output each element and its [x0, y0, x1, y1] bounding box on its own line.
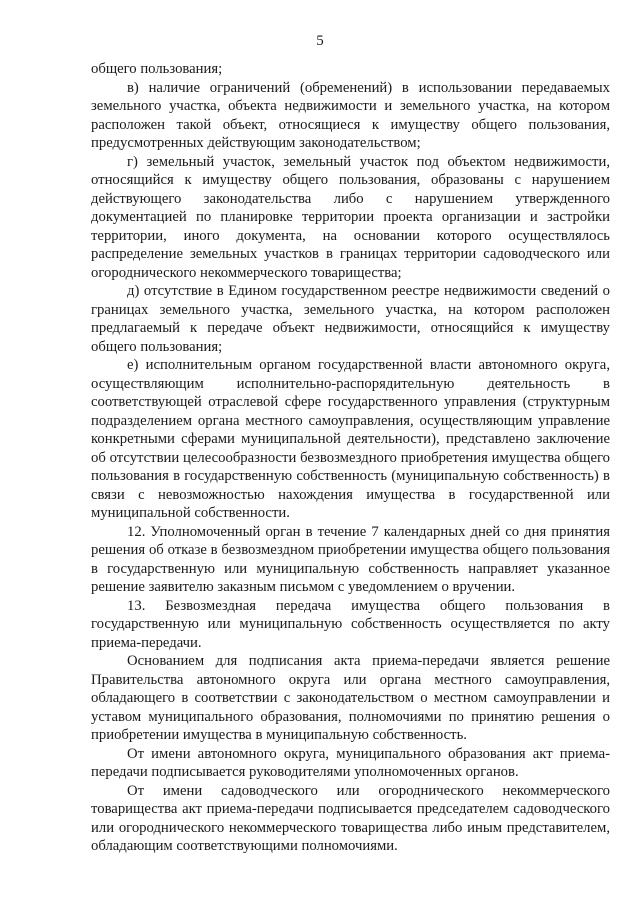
paragraph-signing-authority: От имени автономного округа, муниципального образования акт приема-передачи подписывается руководителями уполномоченных органов.: [91, 745, 610, 780]
paragraph-continuation: общего пользования;: [91, 61, 223, 77]
paragraph-clause-13: 13. Безвозмездная передача имущества общего пользования в государственную или муниципальную собственность осуществляется по акту приема-передачи.: [91, 597, 610, 651]
paragraph-item-e: е) исполнительным органом государственной власти автономного округа, осуществляющим исполнительно-распорядительную деятельность в соответствующей отраслевой сфере государственного управления (структурным подразделением органа местного самоуправления, осуществляющим управление конкретными сферами муниципальной деятельности), представлено заключение об отсутствии целесообразности безвозмездного приобретения имущества общего пользования в государственную собственность (муниципальную собственность) в связи с невозможностью нахождения имущества в государственной или муниципальной собственности.: [91, 357, 610, 521]
paragraph-basis: Основанием для подписания акта приема-передачи является решение Правительства автономного округа или органа местного самоуправления, обладающего в соответствии с законодательством о местном самоуправлении и уставом муниципального образования, полномочиями по принятию решения о приобретении имущества в муниципальную собственность.: [91, 653, 610, 743]
paragraph-signing-partnership: От имени садоводческого или огороднического некоммерческого товарищества акт приема-передачи подписывается председателем садоводческого или огороднического некоммерческого товарищества либо иным представителем, обладающим соответствующими полномочиями.: [91, 782, 610, 854]
paragraph-item-d: д) отсутствие в Едином государственном реестре недвижимости сведений о границах земельного участка, земельного участка, на котором расположен предлагаемый к передаче объект недвижимости, относящийся к имуществу общего пользования;: [91, 283, 610, 355]
paragraph-item-v: в) наличие ограничений (обременений) в использовании передаваемых земельного участка, объекта недвижимости и земельного участка, на котором расположен такой объект, относящиеся к имуществу общего пользования, предусмотренных действующим законодательством;: [91, 79, 610, 151]
page-number: 5: [316, 33, 324, 49]
paragraph-clause-12: 12. Уполномоченный орган в течение 7 календарных дней со дня принятия решения об отказе в безвозмездном приобретении имущества общего пользования в государственную или муниципальную собственность направляет указанное решение заявителю заказным письмом с уведомлением о вручении.: [91, 523, 610, 595]
document-body: [91, 60, 610, 856]
paragraph-item-g: г) земельный участок, земельный участок под объектом недвижимости, относящийся к имуществу общего пользования, образованы с нарушением действующего законодательства либо с нарушением утвержденного документацией по планировке территории проекта организации и застройки территории, иного документа, на основании которого осуществлялось распределение земельных участков в границах территории садоводческого или огороднического некоммерческого товарищества;: [91, 153, 610, 281]
